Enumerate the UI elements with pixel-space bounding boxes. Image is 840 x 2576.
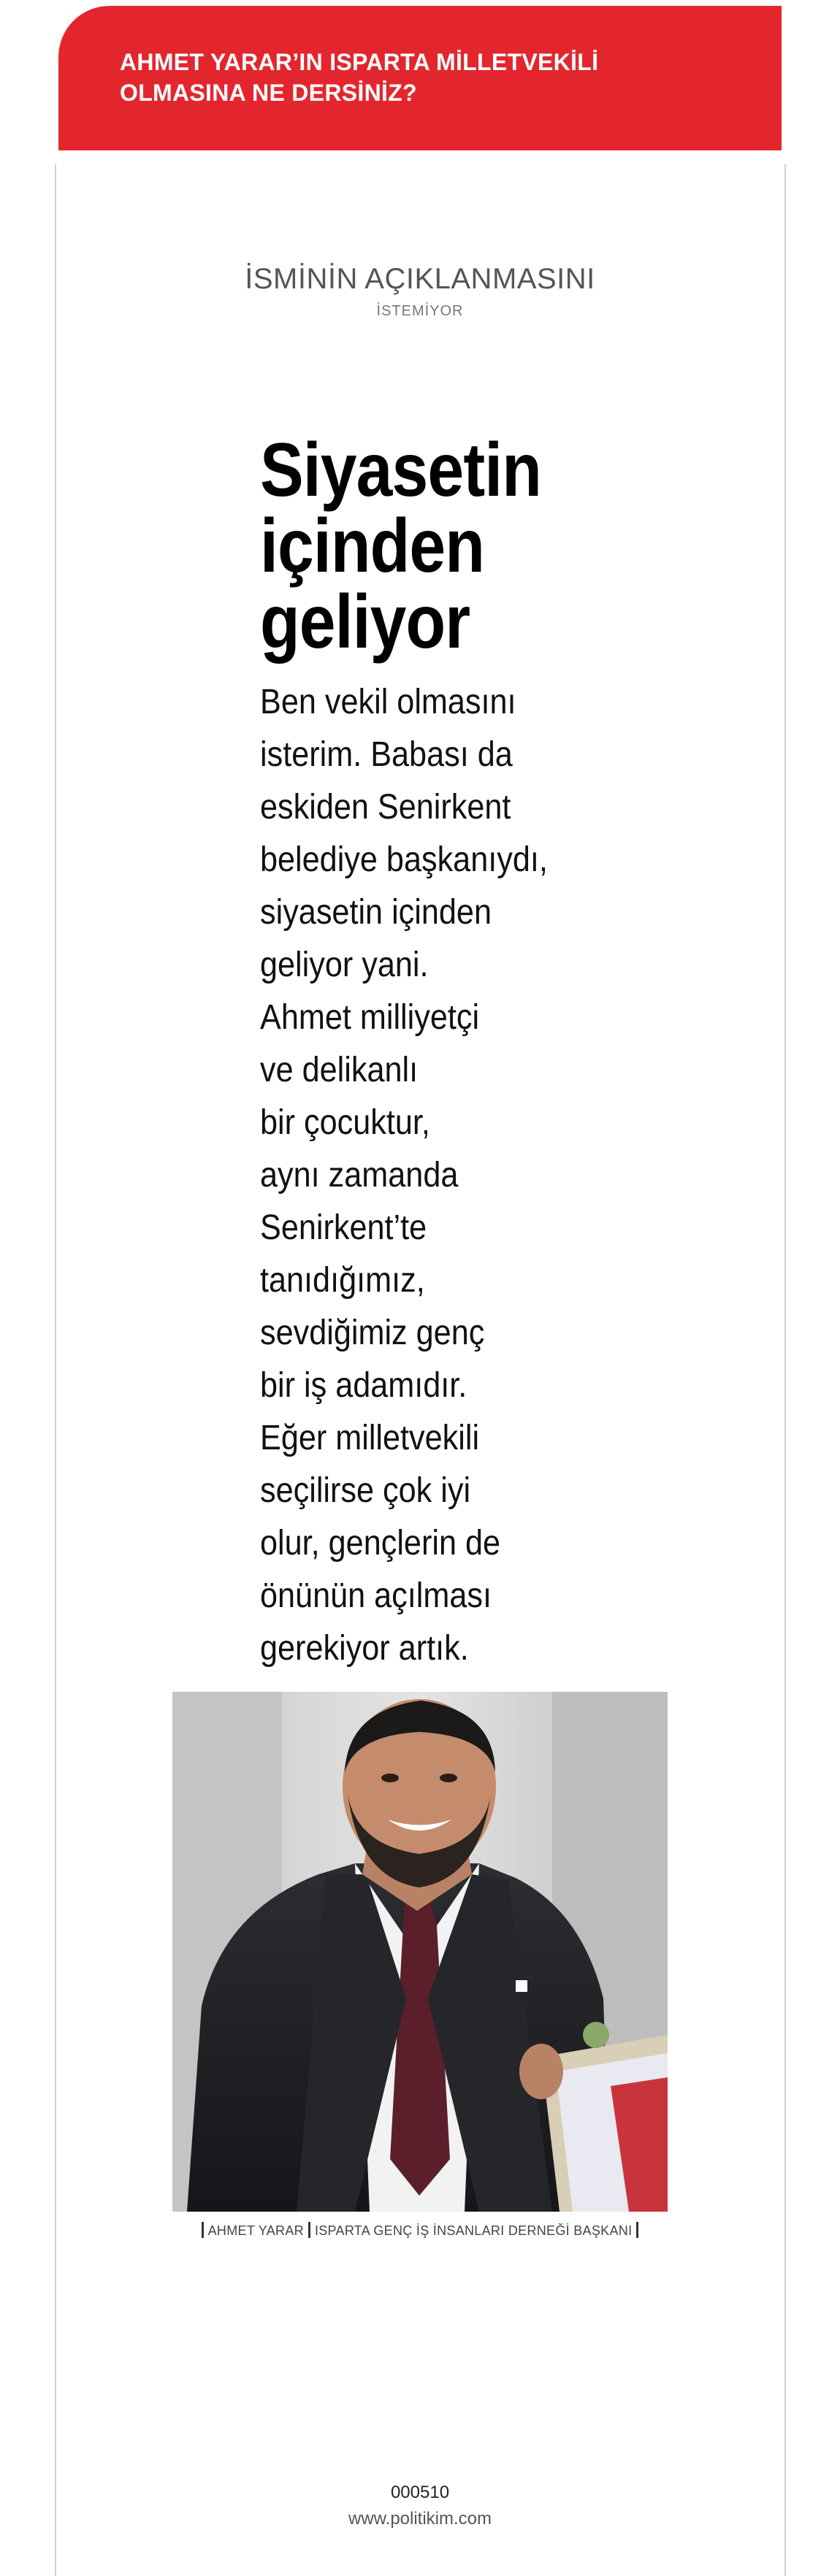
photo-caption [0,2222,840,2239]
caption-name: AHMET YARAR [207,2223,304,2238]
kicker-subtitle: İSTEMİYOR [376,303,464,319]
caption-divider [636,2222,638,2238]
page-frame-left [55,164,56,2576]
kicker-title: İSMİNİN AÇIKLANMASINI [245,263,595,295]
caption-divider [202,2222,204,2238]
caption-divider [308,2222,310,2238]
portrait-illustration [172,1692,668,2212]
article-headline: Siyasetin içinden geliyor [260,428,542,664]
footer-website-link[interactable]: www.politikim.com [348,2509,492,2529]
article-quote: Ben vekil olmasını isterim. Babası da eskiden Senirkent belediye başkanıydı, siyasetin içinden geliyor yani. Ahmet milliyetçi ve delikanlı bir çocuktur, aynı zamanda Senirkent’te tanıdığımız, sevdiğimiz genç bir iş adamıdır. Eğer milletvekili seçilirse çok iyi olur, gençlerin de önünün açılması gerekiyor artık. [260,683,548,1668]
footer-page-code: 000510 [390,2483,450,2502]
caption-title: ISPARTA GENÇ İŞ İNSANLARI DERNEĞİ BAŞKANI [314,2223,633,2238]
banner-title: AHMET YARAR’IN ISPARTA MİLLETVEKİLİ OLMASINA NE DERSİNİZ? [120,49,599,106]
portrait-photo [172,1692,668,2212]
page-frame-right [784,164,786,2576]
header-banner [58,6,782,150]
